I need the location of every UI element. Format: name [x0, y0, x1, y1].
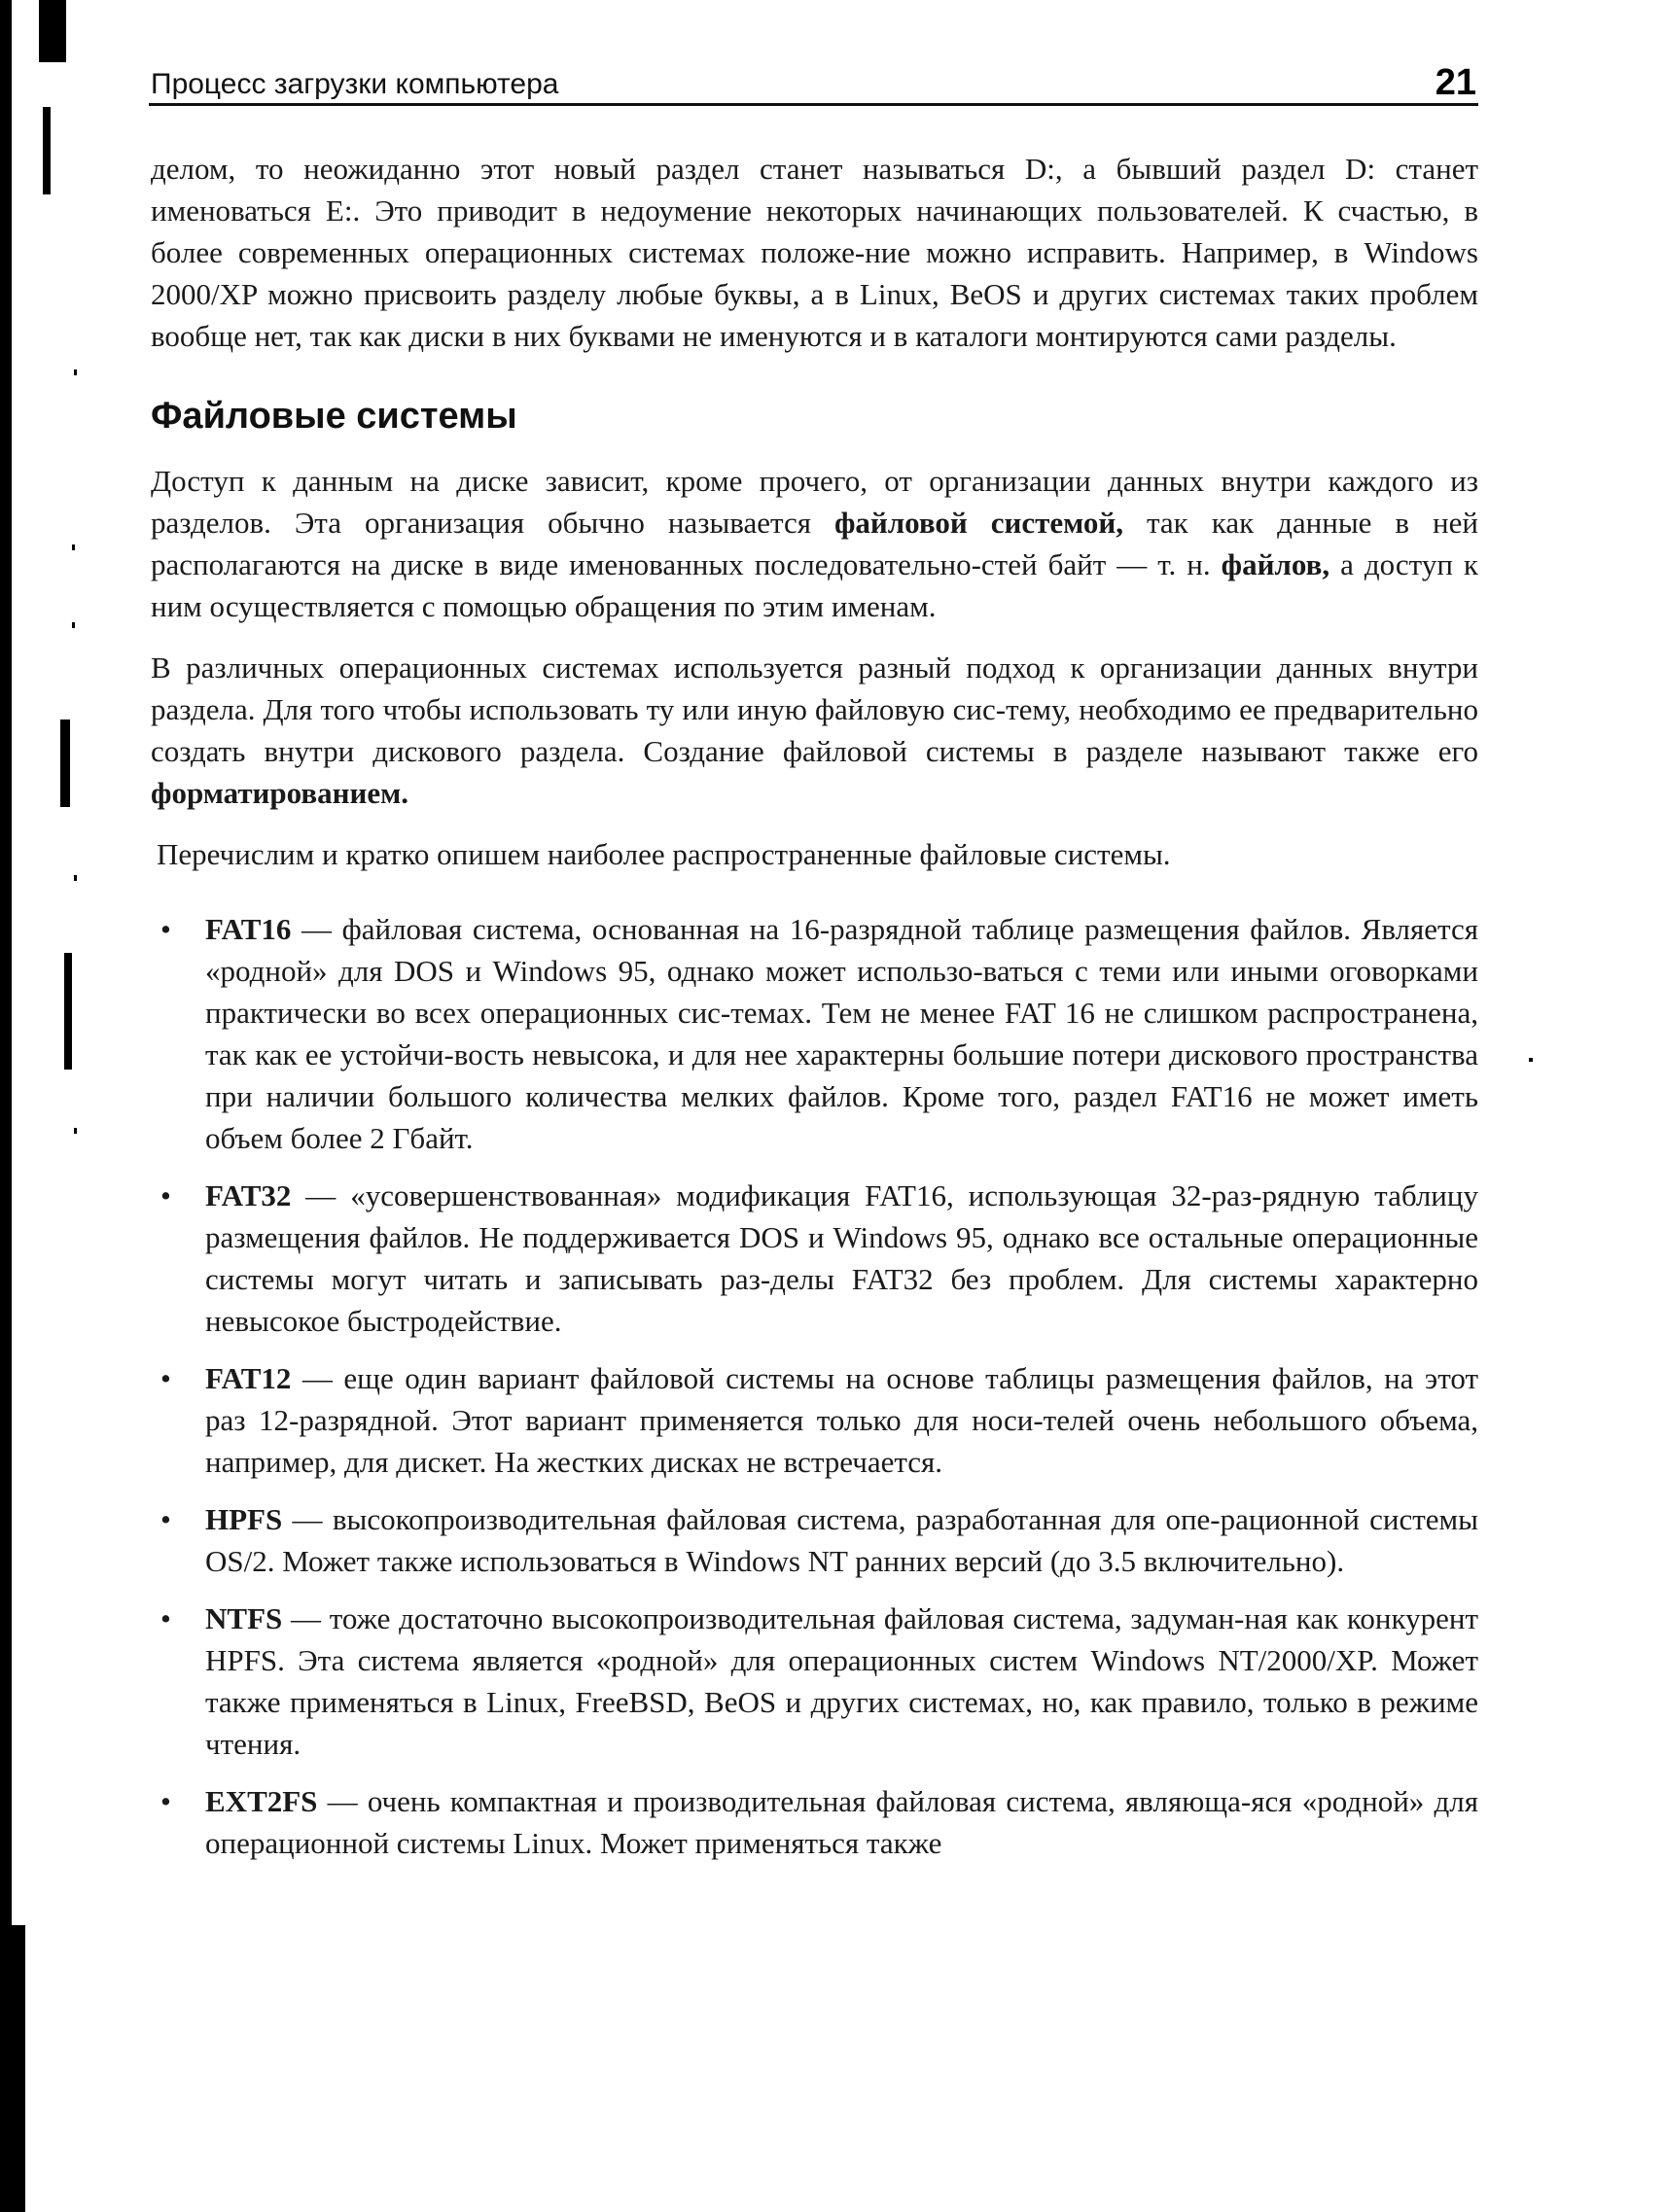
- scan-edge-mark: [64, 953, 72, 1070]
- list-item-fat32: [151, 1175, 1478, 1342]
- scan-edge-left: [0, 0, 12, 2212]
- paragraph-access: [151, 460, 1478, 627]
- list-item-fat16: [151, 908, 1478, 1159]
- scan-edge-mark: [39, 0, 66, 62]
- text-run: Доступ к данным на диске зависит, кроме прочего, от организации данных внутри каждого из разделов. Эта организация обычно называется: [151, 464, 1478, 540]
- list-intro: Перечислим и кратко опишем наиболее распространенные файловые системы.: [157, 837, 1171, 871]
- fs-description: — «усовершенствованная» модификация FAT16, использующая 32-раз-рядную таблицу размещения файлов. Не поддерживается DOS и Windows 95, однако все остальные операционные системы могут читать и записывать раз-делы FAT32 без проблем. Для системы характерно невысокое быстродействие.: [205, 1178, 1478, 1338]
- fs-name: FAT12: [205, 1361, 292, 1395]
- scan-edge-mark: [60, 720, 70, 807]
- list-item-ntfs: [151, 1598, 1478, 1765]
- scan-dot: [74, 875, 77, 881]
- fs-description: — высокопроизводительная файловая система, разработанная для опе-рационной системы OS/2. Может также использоваться в Windows NT ранних версий (до 3.5 включительно).: [205, 1502, 1478, 1578]
- fs-description: — тоже достаточно высокопроизводительная файловая система, задуман-ная как конкурент HPFS. Эта система является «родной» для операционных систем Windows NT/2000/XP. Может также применяться в Linux, FreeBSD, BeOS и других системах, но, как правило, только в режиме чтения.: [205, 1601, 1478, 1761]
- fs-name: EXT2FS: [205, 1784, 318, 1818]
- fs-description: — еще один вариант файловой системы на основе таблицы размещения файлов, на этот раз 12-разрядной. Этот вариант применяется только для носи-телей очень небольшого объема, например, для дискет. На жестких дисках не встречается.: [205, 1361, 1478, 1479]
- fs-name: FAT32: [205, 1178, 292, 1212]
- section-title: Файловые системы: [151, 396, 517, 437]
- scan-dot: [1529, 1058, 1533, 1062]
- filesystem-list: [151, 908, 1478, 1864]
- text-run: а доступ к ним осуществляется с помощью обращения по этим именам.: [151, 547, 1478, 623]
- running-header: [149, 62, 1478, 106]
- scan-edge-mark: [43, 107, 51, 194]
- bullet-icon: •: [160, 912, 171, 946]
- text-run: В различных операционных системах используется разный подход к организации данных внутри раздела. Для того чтобы использовать ту или иную файловую сис-тему, необходимо ее предварительно создать внутри дискового раздела. Создание файловой системы в разделе называют также его: [151, 650, 1478, 768]
- header-title: Процесс загрузки компьютера: [151, 68, 559, 100]
- fs-name: NTFS: [205, 1601, 283, 1635]
- bullet-icon: •: [160, 1784, 171, 1818]
- bullet-icon: •: [160, 1178, 171, 1212]
- fs-description: — очень компактная и производительная файловая система, являюща-яся «родной» для операционной системы Linux. Может применяться также: [205, 1784, 1478, 1860]
- text-run: так как данные в ней располагаются на диске в виде именованных последовательно-стей байт — т. н.: [151, 506, 1478, 581]
- fs-name: FAT16: [205, 912, 292, 946]
- term-files: файлов,: [1221, 547, 1330, 581]
- fs-description: — файловая система, основанная на 16-разрядной таблице размещения файлов. Является «родной» для DOS и Windows 95, однако может использо-ваться с теми или иными оговорками практически во всех операционных сис-темах. Тем не менее FAT 16 не слишком распространена, так как ее устойчи-вость невысока, и для нее характерны большие потери дискового пространства при наличии большого количества мелких файлов. Кроме того, раздел FAT16 не может иметь объем более 2 Гбайт.: [205, 912, 1478, 1155]
- scan-edge-mark: [12, 1925, 25, 2212]
- term-formatting: форматированием.: [151, 776, 408, 810]
- scan-dot: [72, 544, 75, 550]
- list-item-hpfs: [151, 1498, 1478, 1582]
- list-item-fat12: [151, 1357, 1478, 1483]
- bullet-icon: •: [160, 1601, 171, 1635]
- page-body: [151, 148, 1478, 1879]
- paragraph-intro: делом, то неожиданно этот новый раздел станет называться D:, а бывший раздел D: станет именоваться Е:. Это приводит в недоумение некоторых начинающих пользователей. К счастью, в более современных операционных системах положе-ние можно исправить. Например, в Windows 2000/XP можно присвоить разделу любые буквы, а в Linux, BeOS и других системах таких проблем вообще нет, так как диски в них буквами не именуются и в каталоги монтируются сами разделы.: [151, 152, 1478, 353]
- list-item-ext2fs: [151, 1780, 1478, 1864]
- scan-dot: [74, 369, 77, 375]
- fs-name: HPFS: [205, 1502, 283, 1536]
- bullet-icon: •: [160, 1361, 171, 1395]
- bullet-icon: •: [160, 1502, 171, 1536]
- paragraph-format: [151, 647, 1478, 814]
- scan-dot: [74, 1128, 77, 1134]
- page-number: 21: [1435, 62, 1476, 103]
- scan-dot: [72, 622, 75, 628]
- term-file-system: файловой системой,: [833, 506, 1123, 540]
